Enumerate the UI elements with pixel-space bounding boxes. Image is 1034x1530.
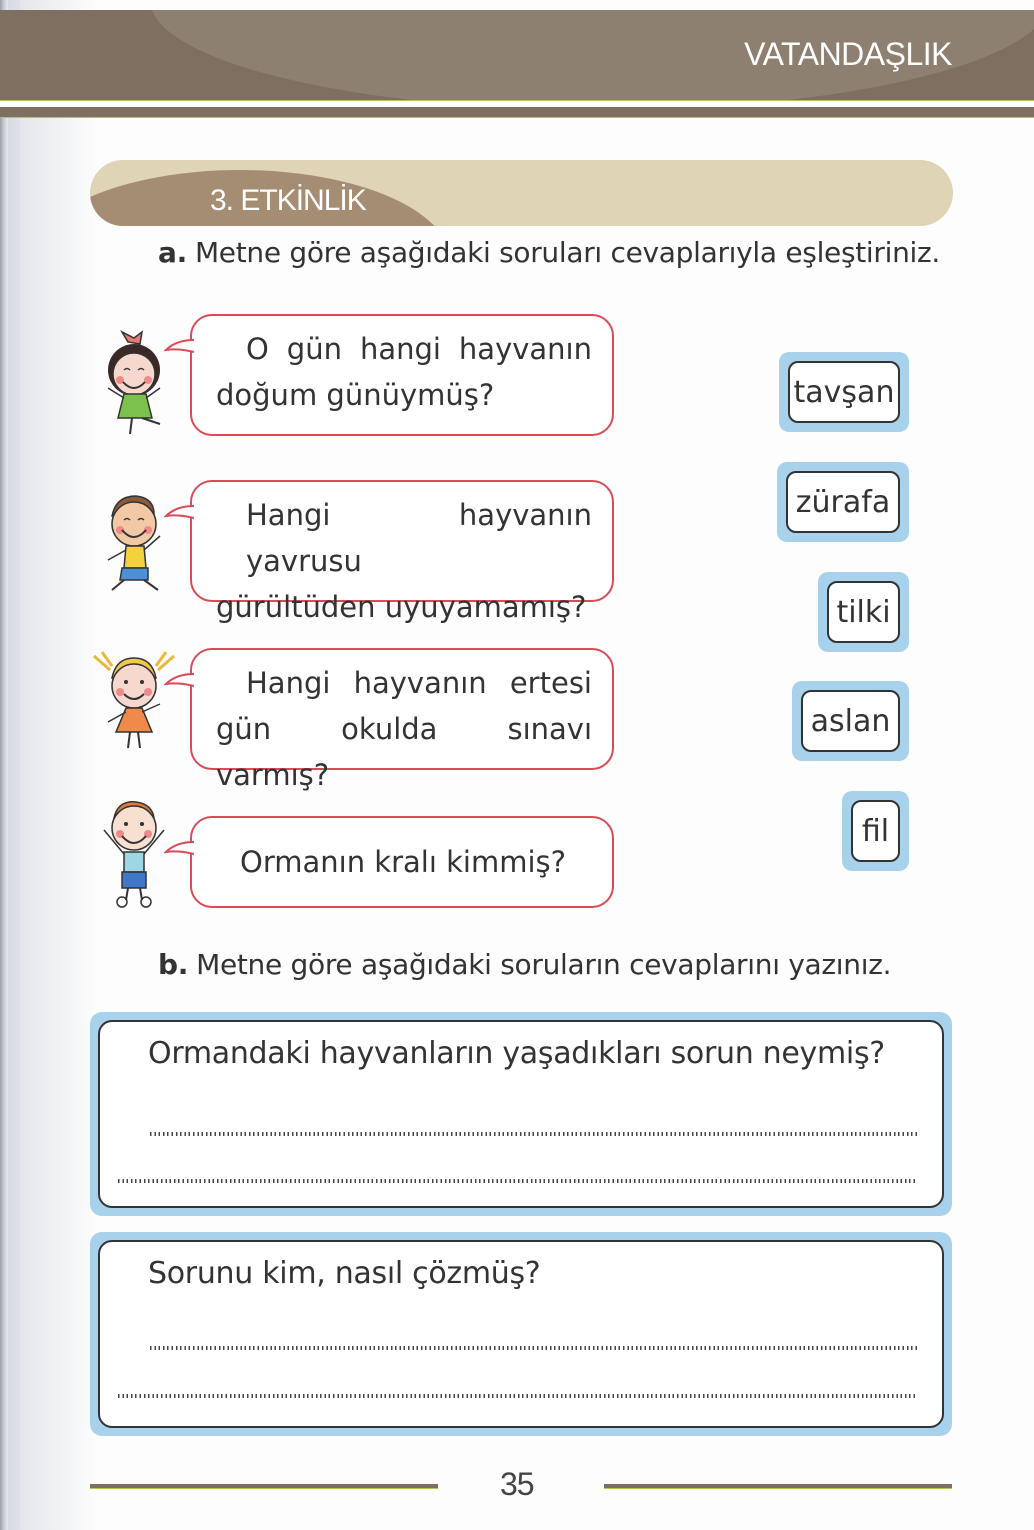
written-question: Ormandaki hayvanların yaşadıkları sorun neymiş? — [148, 1036, 885, 1071]
speech-tail-icon — [164, 670, 194, 692]
header-stripe — [0, 107, 1034, 118]
answer-chip-zurafa[interactable] — [777, 462, 909, 542]
footer-rule-left — [90, 1484, 438, 1489]
question-text: gün okulda sınavı varmış? — [216, 712, 592, 792]
answer-chip-label: aslan — [801, 690, 900, 752]
answer-line-2[interactable] — [118, 1394, 918, 1398]
question-bubble — [190, 816, 614, 908]
speech-tail-icon — [164, 838, 194, 860]
answer-chip-label: fil — [851, 800, 900, 862]
question-row — [90, 480, 620, 624]
answer-chip-tavsan[interactable] — [779, 352, 909, 432]
question-text: doğum günüymüş? — [216, 378, 495, 412]
question-text: gürültüden uyuyamamış? — [216, 590, 587, 624]
activity-banner — [90, 160, 953, 226]
question-row — [90, 796, 620, 908]
instruction-text: Metne göre aşağıdaki soruların cevaplarını yazınız. — [196, 948, 892, 981]
answer-chip-label: tilki — [827, 581, 900, 643]
footer-rule-right — [604, 1484, 952, 1489]
question-bubble — [190, 314, 614, 436]
activity-title: 3. ETKİNLİK — [210, 184, 366, 217]
question-text: Hangi hayvanın yavrusu — [246, 498, 592, 578]
speech-tail-icon — [164, 502, 194, 524]
section-b-instruction — [158, 948, 891, 981]
section-letter: b. — [158, 948, 189, 981]
question-text: Hangi hayvanın ertesi — [246, 666, 592, 700]
written-answer-box — [90, 1232, 952, 1436]
answer-line-1[interactable] — [150, 1346, 918, 1350]
page-number: 35 — [500, 1466, 534, 1502]
answer-line-1[interactable] — [150, 1132, 918, 1136]
instruction-text: Metne göre aşağıdaki soruları cevaplarıyla eşleştiriniz. — [194, 236, 941, 269]
answer-chip-fil[interactable] — [842, 791, 909, 871]
question-bubble — [190, 480, 614, 624]
question-text: O gün hangi hayvanın — [246, 332, 592, 366]
answer-chip-label: zürafa — [786, 471, 900, 533]
answer-box-frame — [98, 1240, 944, 1428]
written-question: Sorunu kim, nasıl çözmüş? — [148, 1256, 541, 1291]
answer-line-2[interactable] — [118, 1179, 918, 1183]
chapter-header — [0, 10, 1034, 102]
answer-box-frame — [98, 1020, 944, 1208]
question-text: Ormanın kralı kimmiş? — [240, 845, 567, 879]
question-row — [90, 314, 620, 436]
answer-chip-tilki[interactable] — [818, 572, 909, 652]
question-bubble — [190, 648, 614, 792]
written-answer-box — [90, 1012, 952, 1216]
answer-chip-aslan[interactable] — [792, 681, 909, 761]
chapter-title: VATANDAŞLIK — [744, 36, 952, 72]
section-letter: a. — [158, 236, 187, 269]
section-a-instruction — [158, 236, 940, 269]
question-row — [90, 648, 620, 792]
pigtail-girl-icon — [90, 648, 180, 758]
answer-chip-label: tavşan — [788, 361, 900, 423]
speech-tail-icon — [164, 336, 194, 358]
page-curve-shade — [8, 0, 98, 1530]
